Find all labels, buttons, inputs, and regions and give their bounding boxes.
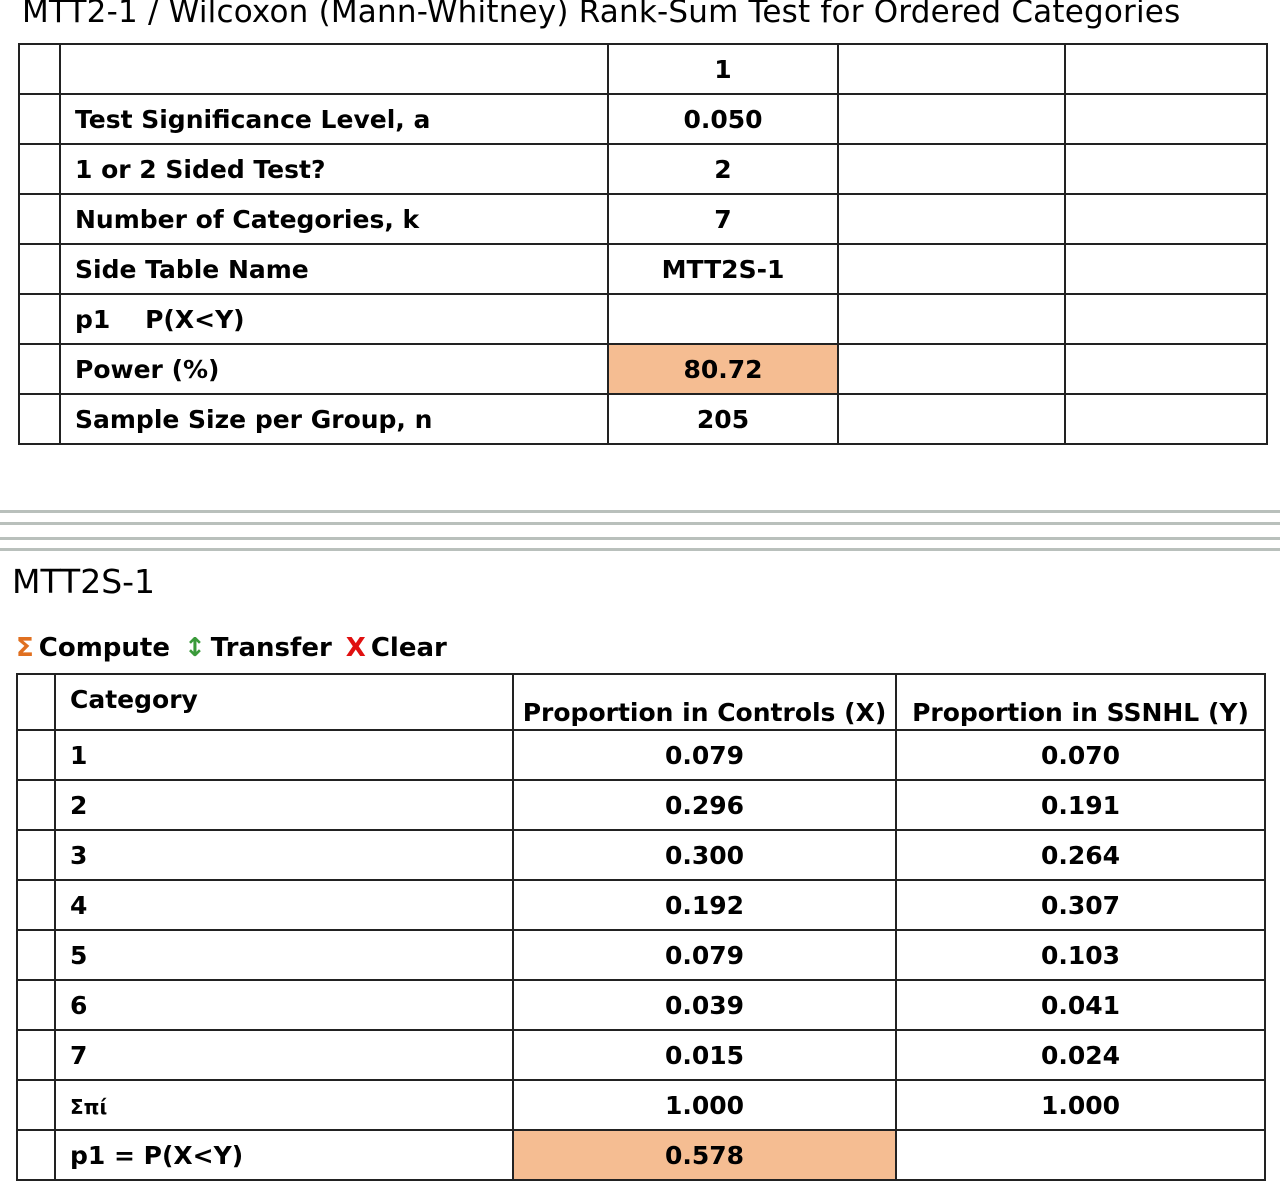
table-row: [17, 830, 1265, 880]
transfer-label: Transfer: [210, 633, 332, 663]
param-row-p1: [19, 294, 1267, 344]
p1-label: p1 = P(X<Y): [55, 1130, 513, 1180]
row-selector-cell[interactable]: [19, 294, 60, 344]
empty-cell[interactable]: [838, 144, 1065, 194]
table-row: [17, 730, 1265, 780]
row-selector-cell[interactable]: [17, 830, 55, 880]
row-selector-cell[interactable]: [19, 144, 60, 194]
param-label: 1 or 2 Sided Test?: [60, 144, 608, 194]
category-cell[interactable]: 6: [55, 980, 513, 1030]
row-selector-cell[interactable]: [17, 980, 55, 1030]
row-selector-cell[interactable]: [17, 674, 55, 730]
ssnhl-proportion-cell[interactable]: 0.191: [896, 780, 1265, 830]
category-cell[interactable]: 1: [55, 730, 513, 780]
p1-row: [17, 1130, 1265, 1180]
side-table-toolbar: [16, 628, 461, 668]
side-table-header-row: [17, 674, 1265, 730]
ssnhl-proportion-cell[interactable]: 0.024: [896, 1030, 1265, 1080]
sample-size-input[interactable]: 205: [608, 394, 838, 444]
row-selector-cell[interactable]: [17, 1130, 55, 1180]
number-of-categories-input[interactable]: 7: [608, 194, 838, 244]
p1-input[interactable]: [608, 294, 838, 344]
empty-cell[interactable]: [896, 1130, 1265, 1180]
category-cell[interactable]: 5: [55, 930, 513, 980]
ssnhl-sum-cell[interactable]: 1.000: [896, 1080, 1265, 1130]
side-table-title: MTT2S-1: [12, 562, 156, 601]
ssnhl-proportion-cell[interactable]: 0.307: [896, 880, 1265, 930]
param-label: Test Significance Level, a: [60, 94, 608, 144]
table-row: [17, 930, 1265, 980]
row-selector-cell[interactable]: [19, 44, 60, 94]
param-label: Sample Size per Group, n: [60, 394, 608, 444]
ssnhl-header: Proportion in SSNHL (Y): [896, 674, 1265, 730]
param-label: Side Table Name: [60, 244, 608, 294]
param-row-categories: [19, 194, 1267, 244]
controls-proportion-cell[interactable]: 0.300: [513, 830, 896, 880]
row-selector-cell[interactable]: [17, 1030, 55, 1080]
controls-proportion-cell[interactable]: 0.079: [513, 730, 896, 780]
empty-cell[interactable]: [838, 244, 1065, 294]
table-row: [17, 780, 1265, 830]
sigma-icon: Σ: [16, 633, 34, 663]
param-label: Number of Categories, k: [60, 194, 608, 244]
section-divider: [0, 537, 1280, 540]
column-1-header[interactable]: 1: [608, 44, 838, 94]
compute-label: Compute: [38, 633, 170, 663]
row-selector-cell[interactable]: [17, 930, 55, 980]
category-cell[interactable]: 3: [55, 830, 513, 880]
empty-cell[interactable]: [838, 294, 1065, 344]
row-selector-cell[interactable]: [17, 1080, 55, 1130]
transfer-button[interactable]: [184, 633, 332, 663]
category-cell[interactable]: 2: [55, 780, 513, 830]
param-row-significance: [19, 94, 1267, 144]
ssnhl-proportion-cell[interactable]: 0.103: [896, 930, 1265, 980]
row-selector-cell[interactable]: [19, 194, 60, 244]
category-cell[interactable]: 7: [55, 1030, 513, 1080]
parameters-header-row: [19, 44, 1267, 94]
page-title: MTT2-1 / Wilcoxon (Mann-Whitney) Rank-Sum Test for Ordered Categories: [22, 0, 1181, 30]
table-row: [17, 980, 1265, 1030]
empty-cell[interactable]: [838, 394, 1065, 444]
param-row-sided: [19, 144, 1267, 194]
controls-proportion-cell[interactable]: 0.039: [513, 980, 896, 1030]
controls-sum-cell[interactable]: 1.000: [513, 1080, 896, 1130]
label-header-cell[interactable]: [60, 44, 608, 94]
empty-cell[interactable]: [1065, 194, 1267, 244]
row-selector-cell[interactable]: [17, 880, 55, 930]
row-selector-cell[interactable]: [19, 394, 60, 444]
clear-button[interactable]: [346, 633, 447, 663]
category-cell[interactable]: 4: [55, 880, 513, 930]
table-row: [17, 880, 1265, 930]
param-label: p1 P(X<Y): [60, 294, 608, 344]
p1-result-cell[interactable]: 0.578: [513, 1130, 896, 1180]
empty-cell[interactable]: [838, 44, 1065, 94]
parameters-table: [18, 43, 1268, 445]
sum-row: [17, 1080, 1265, 1130]
section-divider: [0, 548, 1280, 551]
power-result-cell[interactable]: 80.72: [608, 344, 838, 394]
param-label: Power (%): [60, 344, 608, 394]
empty-cell[interactable]: [838, 194, 1065, 244]
empty-cell[interactable]: [1065, 94, 1267, 144]
side-table-grid: [16, 673, 1266, 1181]
param-row-sample-size: [19, 394, 1267, 444]
row-selector-cell[interactable]: [19, 344, 60, 394]
row-selector-cell[interactable]: [17, 730, 55, 780]
ssnhl-proportion-cell[interactable]: 0.264: [896, 830, 1265, 880]
sum-label: [55, 1080, 513, 1130]
up-down-arrow-icon: ↕: [183, 633, 206, 663]
controls-proportion-cell[interactable]: 0.192: [513, 880, 896, 930]
clear-label: Clear: [370, 633, 447, 663]
row-selector-cell[interactable]: [17, 780, 55, 830]
empty-cell[interactable]: [1065, 394, 1267, 444]
row-selector-cell[interactable]: [19, 94, 60, 144]
compute-button[interactable]: [16, 633, 170, 663]
ssnhl-proportion-cell[interactable]: 0.070: [896, 730, 1265, 780]
ssnhl-proportion-cell[interactable]: 0.041: [896, 980, 1265, 1030]
x-icon: X: [345, 633, 366, 663]
side-table-name-input[interactable]: MTT2S-1: [608, 244, 838, 294]
empty-cell[interactable]: [1065, 144, 1267, 194]
significance-level-input[interactable]: 0.050: [608, 94, 838, 144]
sided-test-input[interactable]: 2: [608, 144, 838, 194]
empty-cell[interactable]: [1065, 244, 1267, 294]
controls-proportion-cell[interactable]: 0.296: [513, 780, 896, 830]
empty-cell[interactable]: [1065, 44, 1267, 94]
param-row-power: [19, 344, 1267, 394]
table-row: [17, 1030, 1265, 1080]
param-row-side-table: [19, 244, 1267, 294]
empty-cell[interactable]: [1065, 294, 1267, 344]
empty-cell[interactable]: [838, 344, 1065, 394]
empty-cell[interactable]: [838, 94, 1065, 144]
controls-proportion-cell[interactable]: 0.079: [513, 930, 896, 980]
sum-label-text: Σπί: [70, 1094, 108, 1119]
row-selector-cell[interactable]: [19, 244, 60, 294]
section-divider: [0, 510, 1280, 513]
category-header: Category: [55, 674, 513, 730]
controls-proportion-cell[interactable]: 0.015: [513, 1030, 896, 1080]
empty-cell[interactable]: [1065, 344, 1267, 394]
controls-header: Proportion in Controls (X): [513, 674, 896, 730]
section-divider: [0, 522, 1280, 525]
